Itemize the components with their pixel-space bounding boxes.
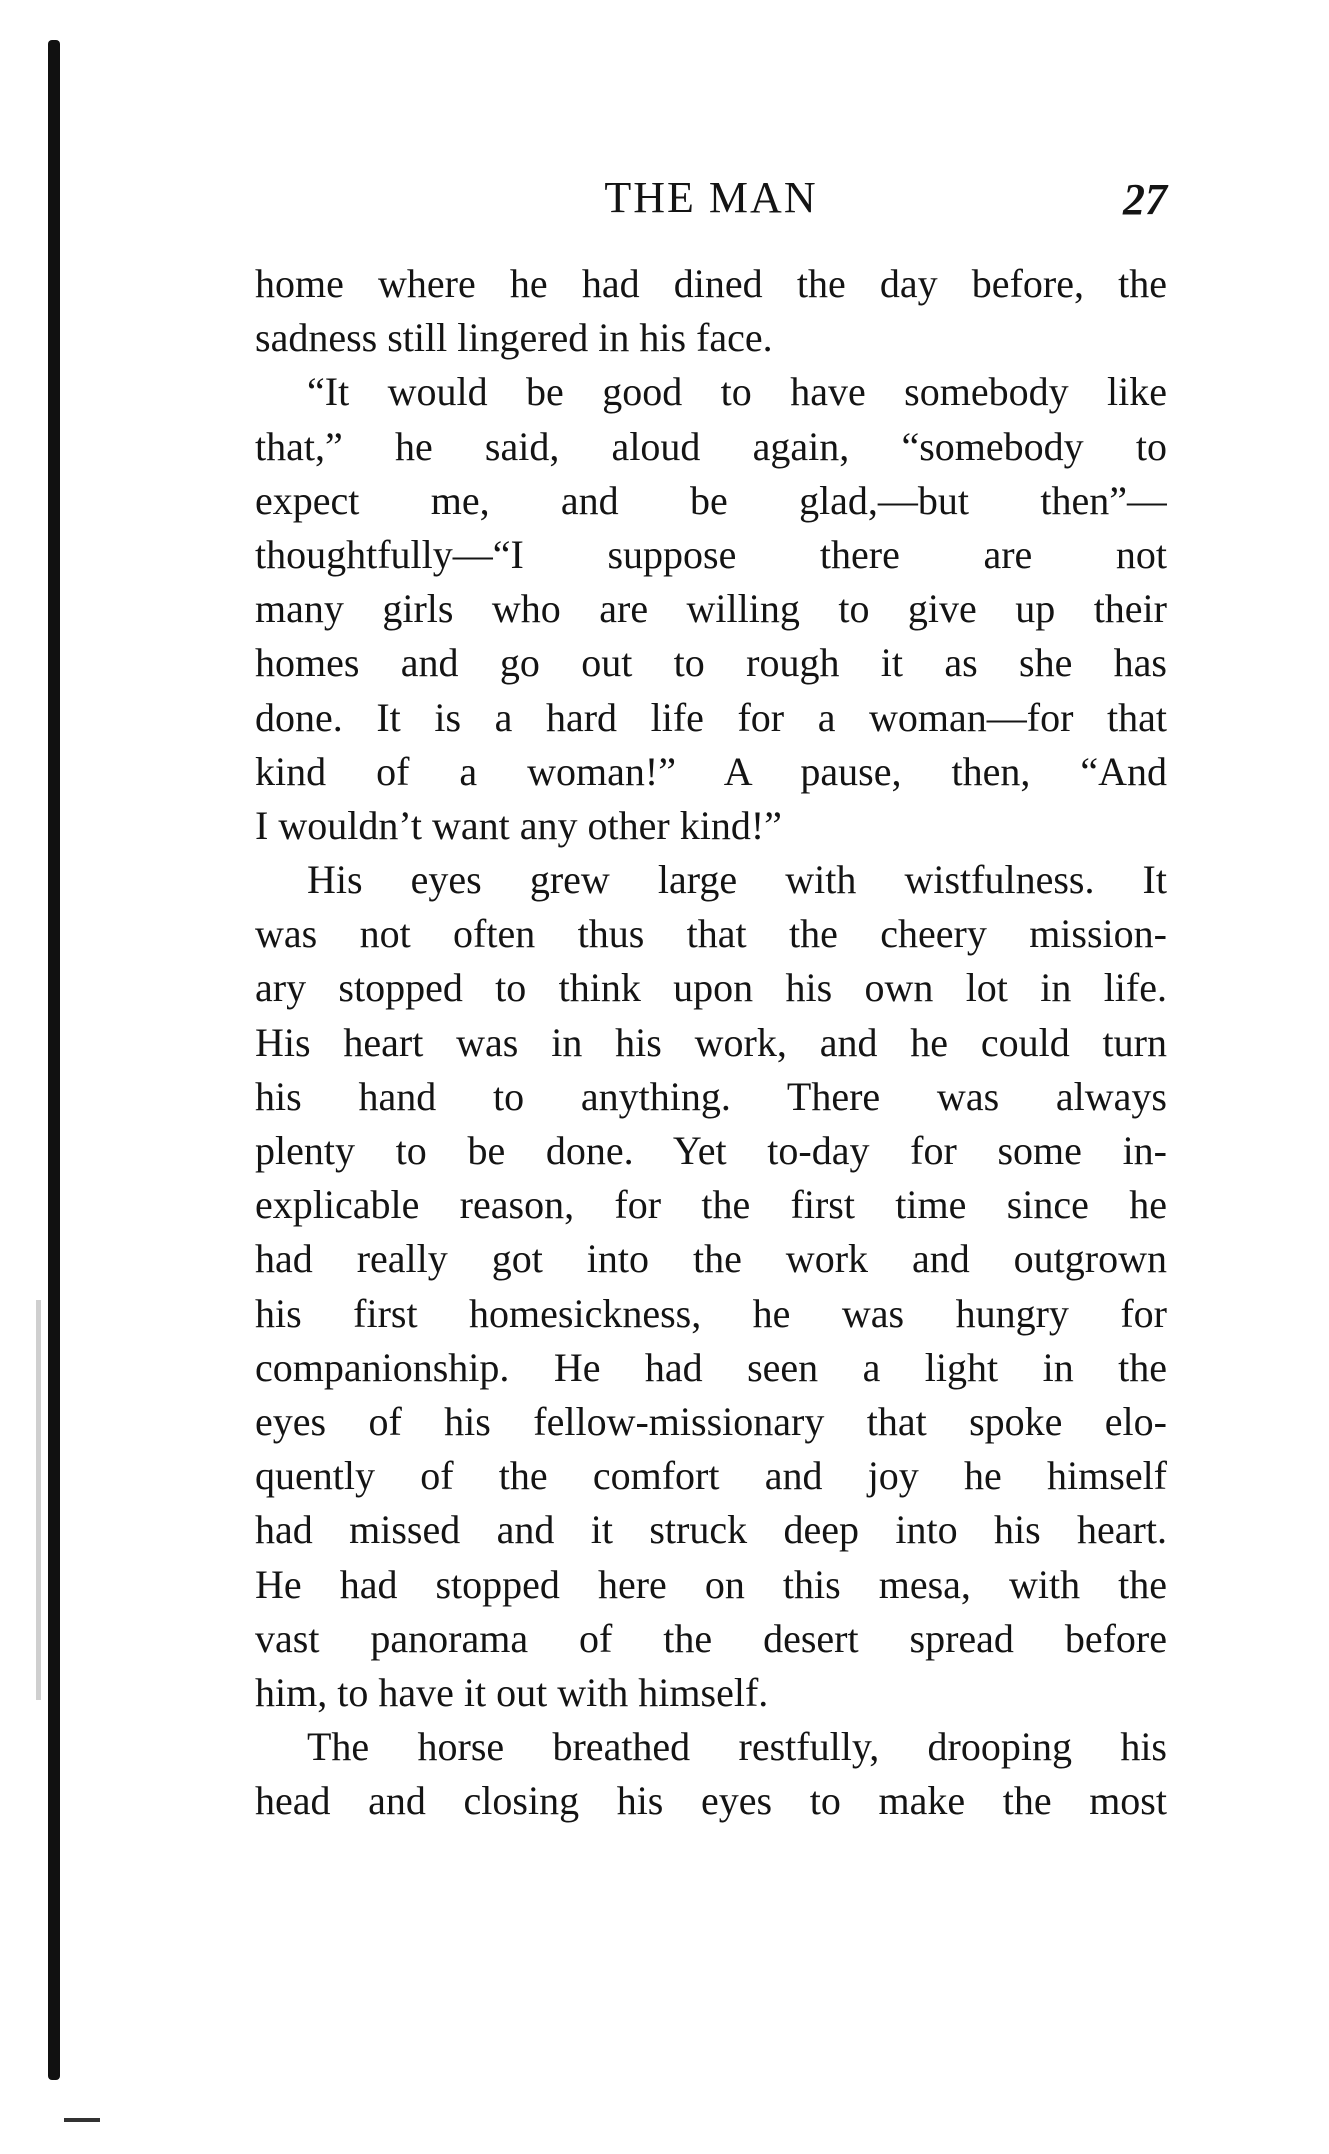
text-line: vast panorama of the desert spread before (255, 1615, 1167, 1661)
text-line: that,” he said, aloud again, “somebody to (255, 423, 1167, 469)
text-line: home where he had dined the day before, the (255, 261, 1167, 306)
text-line: kind of a woman!” A pause, then, “And (255, 748, 1167, 794)
running-head: THE MAN (604, 173, 818, 222)
text-line: homes and go out to rough it as she has (255, 640, 1167, 686)
text-line: explicable reason, for the first time since he (255, 1182, 1167, 1228)
text-line: his first homesickness, he was hungry for (255, 1290, 1167, 1336)
text-line: eyes of his fellow-missionary that spoke elo- (255, 1398, 1167, 1444)
page-gutter-mark (64, 2118, 100, 2122)
text-line: His eyes grew large with wistfulness. It (307, 857, 1167, 903)
text-line: “It would be good to have somebody like (307, 369, 1167, 415)
text-line: quently of the comfort and joy he himself (255, 1453, 1167, 1499)
text-line: His heart was in his work, and he could turn (255, 1019, 1167, 1065)
text-line: He had stopped here on this mesa, with the (255, 1561, 1167, 1607)
text-line: many girls who are willing to give up their (255, 586, 1167, 632)
text-line: head and closing his eyes to make the most (255, 1778, 1167, 1824)
text-line: him, to have it out with himself. (255, 1669, 769, 1715)
text-line: I wouldn’t want any other kind!” (255, 802, 782, 848)
text-line: companionship. He had seen a light in the (255, 1344, 1167, 1390)
page-header (255, 168, 1167, 228)
page-gutter-shadow (36, 1300, 41, 1700)
page-number: 27 (1123, 175, 1167, 224)
text-line: The horse breathed restfully, drooping his (307, 1724, 1167, 1770)
text-line: had missed and it struck deep into his heart. (255, 1507, 1167, 1553)
text-line: sadness still lingered in his face. (255, 315, 773, 361)
text-line: ary stopped to think upon his own lot in life. (255, 965, 1167, 1011)
text-line: thoughtfully—“I suppose there are not (255, 531, 1167, 577)
text-line: was not often thus that the cheery mission- (255, 911, 1167, 957)
body-text (255, 257, 1167, 1828)
page-gutter-edge (48, 40, 60, 2080)
text-line: plenty to be done. Yet to-day for some in- (255, 1128, 1167, 1173)
text-line: done. It is a hard life for a woman—for that (255, 694, 1167, 740)
text-line: had really got into the work and outgrown (255, 1236, 1167, 1282)
text-line: expect me, and be glad,—but then”— (255, 477, 1167, 523)
text-line: his hand to anything. There was always (255, 1073, 1167, 1119)
